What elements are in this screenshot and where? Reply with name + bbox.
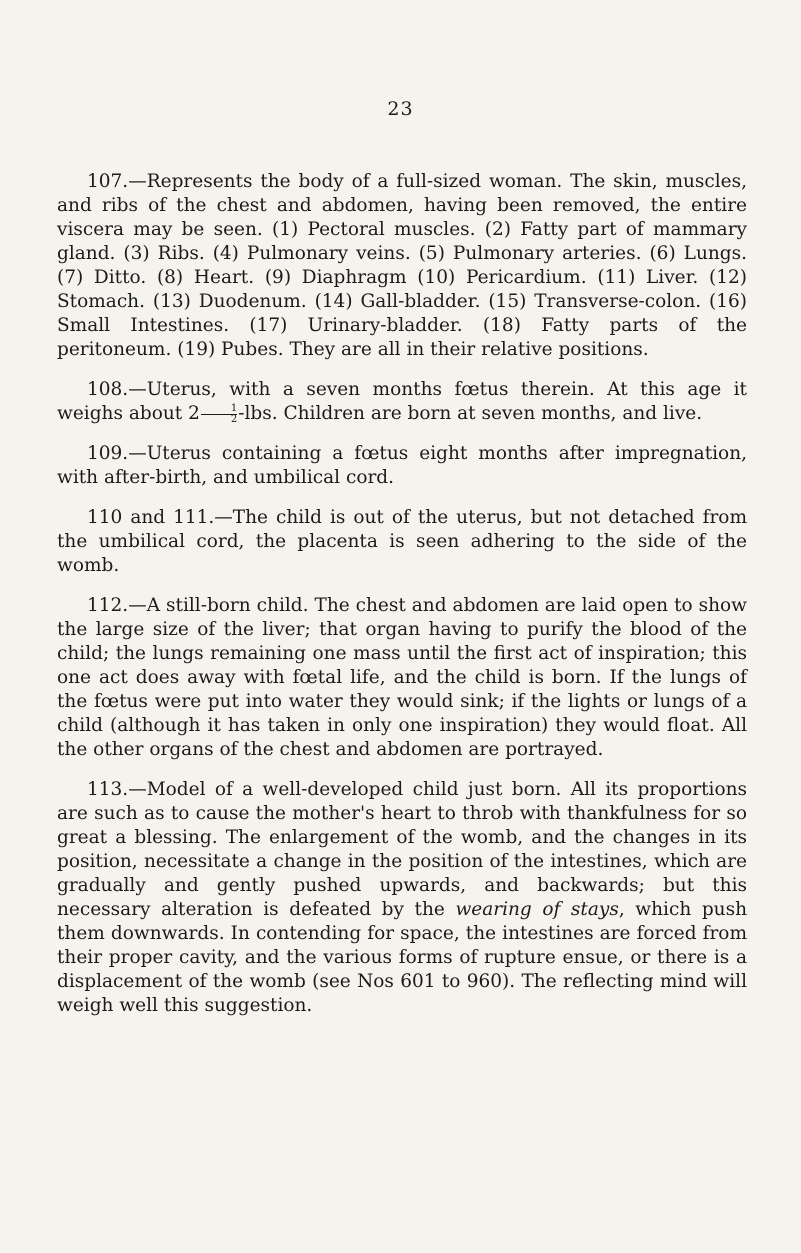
- fraction-one-half: [201, 404, 237, 425]
- document-body: [57, 170, 747, 1034]
- entry-110-111: 110 and 111.—The child is out of the uterus, but not detached from the umbilical cord, the placenta is seen adhering to the side of the womb.: [57, 507, 747, 576]
- fraction-numerator: 1: [201, 404, 237, 415]
- entry-113-text-after: , which push them downwards. In contending for space, the intestines are forced from their proper cavity, and the various forms of rupture ensue, or there is a displacement of the womb (see Nos 601 to 960). The reflecting mind will weigh well this suggestion.: [57, 899, 747, 1016]
- entry-108-text-before: 108.—Uterus, with a seven months fœtus therein. At this age it weighs about 2: [57, 379, 747, 424]
- entry-112: 112.—A still-born child. The chest and abdomen are laid open to show the large size of the liver; that organ having to purify the blood of the child; the lungs remaining one mass until the first act of inspiration; this one act does away with fœtal life, and the child is born. If the lungs of the fœtus were put into water they would sink; if the lights or lungs of a child (although it has taken in only one inspiration) they would float. All the other organs of the chest and abdomen are portrayed.: [57, 595, 747, 760]
- entry-113-text-before: 113.—Model of a well-developed child just born. All its proportions are such as to cause the mother's heart to throb with thankfulness for so great a blessing. The enlargement of the womb, and the changes in its position, necessitate a change in the position of the intestines, which are gradually and gently pushed upwards, and backwards; but this necessary alteration is defeated by the: [57, 779, 747, 920]
- fraction-denominator: 2: [230, 413, 238, 425]
- entry-108-text-after: -lbs. Children are born at seven months, and live.: [238, 403, 703, 424]
- entry-108: [57, 378, 747, 426]
- entry-109: 109.—Uterus containing a fœtus eight months after impregnation, with after-birth, and umbilical cord.: [57, 443, 747, 488]
- entry-107: 107.—Represents the body of a full-sized woman. The skin, muscles, and ribs of the chest and abdomen, having been removed, the entire viscera may be seen. (1) Pectoral muscles. (2) Fatty part of mammary gland. (3) Ribs. (4) Pulmonary veins. (5) Pulmonary arteries. (6) Lungs. (7) Ditto. (8) Heart. (9) Diaphragm (10) Pericardium. (11) Liver. (12) Stomach. (13) Duodenum. (14) Gall-bladder. (15) Transverse-colon. (16) Small Intestines. (17) Urinary-bladder. (18) Fatty parts of the peritoneum. (19) Pubes. They are all in their relative positions.: [57, 171, 747, 360]
- entry-113: [57, 778, 747, 1018]
- page-number: 23: [387, 98, 414, 120]
- entry-113-emphasis: wearing of stays: [455, 899, 619, 920]
